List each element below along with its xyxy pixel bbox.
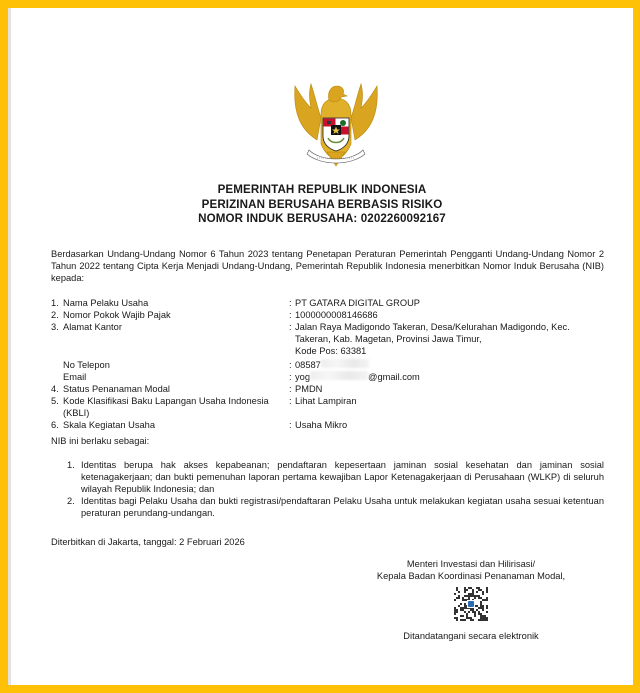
redacted-email [310, 371, 368, 380]
intro-paragraph: Berdasarkan Undang-Undang Nomor 6 Tahun 2023 tentang Penetapan Peraturan Pemerintah Pengganti Undang-Undang Nomor 2 Tahun 2022 tentang Cipta Kerja Menjadi Undang-Undang, Pemerintah Republik Indonesia menerbitkan Nomor Induk Berusaha (NIB) kepada: [51, 249, 604, 283]
signature-block [361, 558, 581, 642]
redacted-phone [321, 359, 369, 368]
field-row-address [51, 321, 611, 357]
field-row-kbli [51, 395, 611, 419]
field-row-business-scale [51, 419, 611, 431]
field-number: 1. [51, 298, 59, 308]
field-row-email [51, 371, 611, 383]
colon: : [289, 310, 292, 320]
field-number [51, 359, 63, 371]
colon: : [289, 396, 292, 406]
garuda-head [328, 86, 347, 102]
heading-nib-number: NOMOR INDUK BERUSAHA: 0202260092167 [198, 212, 446, 225]
colon: : [289, 372, 292, 382]
list-item [67, 459, 604, 495]
field-value: PMDN [295, 384, 323, 394]
field-label: Alamat Kantor [63, 322, 122, 332]
field-label: No Telepon [63, 360, 110, 370]
left-wing [295, 84, 321, 140]
address-line-1: Jalan Raya Madigondo Takeran, Desa/Kelurahan Madigondo, Kec. [295, 322, 570, 332]
field-row-investment-status [51, 383, 611, 395]
email-suffix: @gmail.com [368, 372, 420, 382]
email-prefix: yog [295, 372, 310, 382]
field-number: 5. [51, 396, 59, 406]
field-label: Email [63, 372, 87, 382]
field-label: Kode Klasifikasi Baku Lapangan Usaha Indonesia [63, 396, 269, 406]
colon: : [289, 360, 292, 370]
nib-validity-list [67, 459, 604, 519]
colon: : [289, 384, 292, 394]
field-label: Status Penanaman Modal [63, 384, 170, 394]
field-number: 3. [51, 322, 59, 332]
field-value: 1000000008146686 [295, 310, 378, 320]
nib-validity-intro: NIB ini berlaku sebagai: [51, 436, 150, 446]
field-label: Nomor Pokok Wajib Pajak [63, 310, 171, 320]
document-page [8, 8, 633, 685]
business-fields [51, 297, 611, 431]
field-number: 4. [51, 384, 59, 394]
field-value: 08587 [295, 360, 321, 370]
heading-government: PEMERINTAH REPUBLIK INDONESIA [217, 183, 427, 196]
heading-permit-type: PERIZINAN BERUSAHA BERBASIS RISIKO [201, 197, 443, 211]
field-number: 6. [51, 420, 59, 430]
list-text: Identitas berupa hak akses kepabeanan; pendaftaran kepesertaan jaminan sosial kesehatan dan jaminan sosial ketenagakerjaan; dan bukti pemenuhan laporan pertama kewajiban Lapor Ketenagakerjaan di Perusahaan (WLKP) di seluruh wilayah Republik Indonesia; dan [81, 460, 604, 494]
field-number [51, 371, 63, 383]
field-value: Lihat Lampiran [295, 396, 357, 406]
issued-date: Diterbitkan di Jakarta, tanggal: 2 Februari 2026 [51, 537, 245, 547]
address-line-3: Kode Pos: 63381 [295, 346, 367, 356]
field-label-cont: (KBLI) [63, 408, 90, 418]
field-label: Nama Pelaku Usaha [63, 298, 149, 308]
right-wing [351, 84, 377, 140]
list-number: 1. [67, 460, 75, 470]
colon: : [289, 420, 292, 430]
field-value: Usaha Mikro [295, 420, 348, 430]
qr-logo [468, 601, 474, 607]
field-row-business-name [51, 297, 611, 309]
signatory-title-1: Menteri Investasi dan Hilirisasi/ [406, 559, 536, 569]
signatory-title-2: Kepala Badan Koordinasi Penanaman Modal, [376, 571, 566, 581]
qr-code-signature [454, 587, 488, 621]
list-number: 2. [67, 496, 75, 506]
colon: : [289, 322, 292, 332]
field-value: PT GATARA DIGITAL GROUP [295, 298, 421, 308]
address-line-2: Takeran, Kab. Magetan, Provinsi Jawa Timur, [295, 334, 482, 344]
field-label: Skala Kegiatan Usaha [63, 420, 155, 430]
garuda-pancasila-emblem [287, 78, 385, 170]
field-row-phone [51, 359, 611, 371]
electronic-signature-note: Ditandatangani secara elektronik [403, 631, 539, 641]
field-number: 2. [51, 310, 59, 320]
field-row-npwp [51, 309, 611, 321]
list-item [67, 495, 604, 519]
colon: : [289, 298, 292, 308]
document-heading [11, 183, 633, 227]
list-text: Identitas bagi Pelaku Usaha dan bukti registrasi/pendaftaran Pelaku Usaha untuk melakukan kegiatan usaha sesuai ketentuan peraturan perundang-undangan. [81, 496, 604, 518]
